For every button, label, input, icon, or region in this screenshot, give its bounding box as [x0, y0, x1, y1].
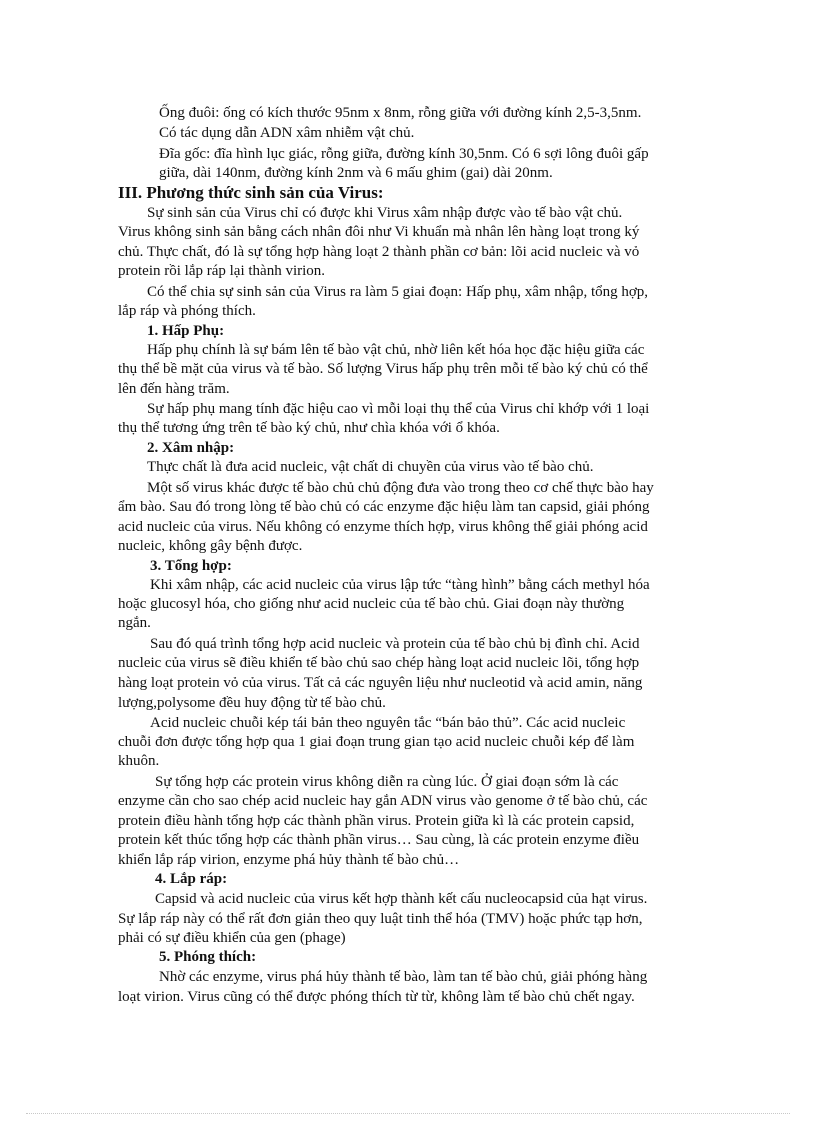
- text-line: hoặc glucosyl hóa, cho giống như acid nucleic của tế bào chủ. Giai đoạn này thường: [118, 596, 625, 612]
- section-heading: III. Phương thức sinh sản của Virus:: [118, 183, 384, 202]
- text-line: Nhờ các enzyme, virus phá hủy thành tế bào, làm tan tế bào chủ, giải phóng hàng: [159, 969, 648, 985]
- subsection-heading: 5. Phóng thích:: [159, 949, 257, 965]
- text-line: Ống đuôi: ống có kích thước 95nm x 8nm, rỗng giữa với đường kính 2,5-3,5nm.: [159, 105, 642, 121]
- text-line: Một số virus khác được tế bào chủ chủ động đưa vào trong theo cơ chế thực bào hay: [147, 480, 654, 496]
- text-line: ngắn.: [118, 615, 151, 631]
- text-line: thụ thể tương ứng trên tế bào ký chủ, như chìa khóa với ổ khóa.: [118, 420, 500, 436]
- text-line: lên đến hàng trăm.: [118, 381, 230, 397]
- subsection-heading: 2. Xâm nhập:: [147, 440, 235, 456]
- text-line: Có tác dụng dẫn ADN xâm nhiễm vật chủ.: [159, 125, 415, 141]
- text-line: nucleic của virus sẽ điều khiển tế bào chủ sao chép hàng loạt acid nucleic lõi, tổng hợp: [118, 655, 640, 671]
- text-line: khiển lắp ráp virion, enzyme phá hủy thành tế bào chủ…: [118, 852, 460, 868]
- text-line: khuôn.: [118, 753, 160, 769]
- text-line: giữa, dài 140nm, đường kính 2nm và 6 mấu ghim (gai) dài 20nm.: [159, 165, 553, 181]
- text-line: protein rồi lắp ráp lại thành virion.: [118, 263, 326, 279]
- text-line: lắp ráp và phóng thích.: [118, 303, 256, 319]
- text-line: lượng,polysome đều huy động từ tế bào chủ.: [118, 695, 386, 711]
- text-line: Sự sinh sản của Virus chỉ có được khi Virus xâm nhập được vào tế bào vật chủ.: [147, 205, 623, 221]
- text-line: Sự lắp ráp này có thể rất đơn giản theo quy luật tinh thể hóa (TMV) hoặc phức tạp hơn,: [118, 911, 643, 927]
- text-line: Acid nucleic chuỗi kép tái bản theo nguyên tắc “bán bảo thủ”. Các acid nucleic: [150, 715, 626, 731]
- subsection-heading: 3. Tổng hợp:: [150, 558, 232, 574]
- text-line: Sau đó quá trình tổng hợp acid nucleic và protein của tế bào chủ bị đình chỉ. Acid: [150, 636, 640, 652]
- text-line: Hấp phụ chính là sự bám lên tế bào vật chủ, nhờ liên kết hóa học đặc hiệu giữa các: [147, 342, 645, 358]
- text-line: phải có sự điều khiển của gen (phage): [118, 930, 346, 946]
- text-line: Sự hấp phụ mang tính đặc hiệu cao vì mỗi loại thụ thể của Virus chỉ khớp với 1 loại: [147, 401, 650, 417]
- text-line: Capsid và acid nucleic của virus kết hợp thành kết cấu nucleocapsid của hạt virus.: [155, 891, 648, 907]
- text-line: acid nucleic của virus. Nếu không có enzyme thích hợp, virus không thể giải phóng acid: [118, 519, 648, 535]
- subsection-heading: 1. Hấp Phụ:: [147, 323, 225, 339]
- text-line: Virus không sinh sản bằng cách nhân đôi như Vi khuẩn mà nhân lên hàng loạt trong ký: [118, 224, 640, 240]
- text-line: protein điều hành tổng hợp các thành phần virus. Protein giữa kì là các protein capsid,: [118, 813, 635, 829]
- text-line: enzyme cần cho sao chép acid nucleic hay gắn ADN virus vào genome ở tế bào chủ, các: [118, 793, 648, 809]
- text-line: nucleic, không gây bệnh được.: [118, 538, 303, 554]
- text-line: thụ thể bề mặt của virus và tế bào. Số lượng Virus hấp phụ trên mỗi tế bào ký chủ có thể: [118, 361, 648, 377]
- text-line: chủ. Thực chất, đó là sự tổng hợp hàng loạt 2 thành phần cơ bản: lõi acid nucleic và vỏ: [118, 244, 640, 260]
- text-line: Sự tổng hợp các protein virus không diễn ra cùng lúc. Ở giai đoạn sớm là các: [155, 774, 619, 790]
- text-line: ẩm bào. Sau đó trong lòng tế bào chủ có các enzyme đặc hiệu làm tan capsid, giải phóng: [118, 499, 650, 515]
- text-line: protein kết thúc tổng hợp các thành phần virus… Sau cùng, là các protein enzyme điều: [118, 832, 640, 848]
- text-line: Đĩa gốc: đĩa hình lục giác, rỗng giữa, đường kính 30,5nm. Có 6 sợi lông đuôi gấp: [159, 146, 649, 162]
- text-line: Khi xâm nhập, các acid nucleic của virus lập tức “tàng hình” bằng cách methyl hóa: [150, 577, 650, 593]
- subsection-heading: 4. Lắp ráp:: [155, 871, 228, 887]
- page-bottom-divider: [26, 1113, 790, 1114]
- text-line: Có thể chia sự sinh sản của Virus ra làm 5 giai đoạn: Hấp phụ, xâm nhập, tổng hợp,: [147, 284, 649, 300]
- text-line: loạt virion. Virus cũng có thể được phóng thích từ từ, không làm tế bào chủ chết ngay.: [118, 989, 635, 1005]
- text-line: chuỗi đơn được tổng hợp qua 1 giai đoạn trung gian tạo acid nucleic chuỗi kép để làm: [118, 734, 635, 750]
- text-line: Thực chất là đưa acid nucleic, vật chất di chuyền của virus vào tế bào chủ.: [147, 459, 594, 475]
- text-line: hàng loạt protein vỏ của virus. Tất cả các nguyên liệu như nucleotid và acid amin, năng: [118, 675, 643, 691]
